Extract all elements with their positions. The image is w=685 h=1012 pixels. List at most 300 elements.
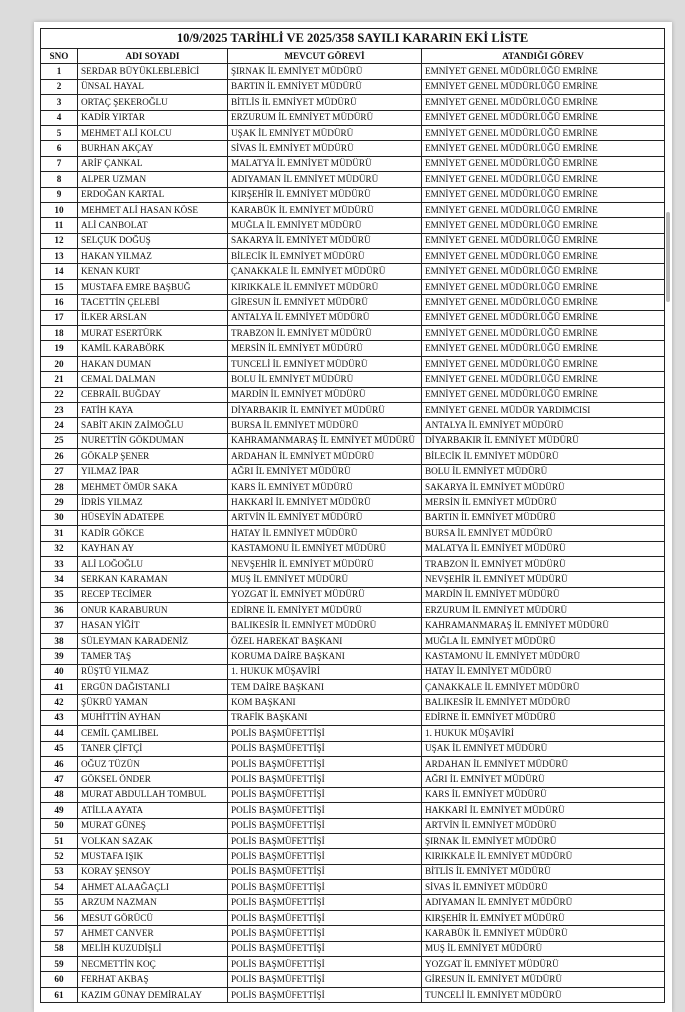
person-name: ONUR KARABURUN [78,603,228,618]
row-number: 16 [41,295,78,310]
assigned-role: UŞAK İL EMNİYET MÜDÜRÜ [422,741,665,756]
current-role: ARTVİN İL EMNİYET MÜDÜRÜ [228,510,422,525]
assigned-role: SAKARYA İL EMNİYET MÜDÜRÜ [422,479,665,494]
row-number: 7 [41,156,78,171]
table-row [41,141,665,156]
row-number: 19 [41,341,78,356]
assigned-role: KARS İL EMNİYET MÜDÜRÜ [422,787,665,802]
table-row [41,79,665,94]
title-row [41,29,665,49]
current-role: MERSİN İL EMNİYET MÜDÜRÜ [228,341,422,356]
row-number: 26 [41,449,78,464]
current-role: ŞIRNAK İL EMNİYET MÜDÜRÜ [228,64,422,79]
row-number: 43 [41,710,78,725]
row-number: 23 [41,402,78,417]
assigned-role: BİLECİK İL EMNİYET MÜDÜRÜ [422,449,665,464]
assigned-role: EMNİYET GENEL MÜDÜRLÜĞÜ EMRİNE [422,187,665,202]
table-row [41,310,665,325]
person-name: KENAN KURT [78,264,228,279]
person-name: SERDAR BÜYÜKLEBLEBİCİ [78,64,228,79]
header-name: ADI SOYADI [78,49,228,64]
person-name: SÜLEYMAN KARADENİZ [78,633,228,648]
current-role: POLİS BAŞMÜFETTİŞİ [228,726,422,741]
assigned-role: BİTLİS İL EMNİYET MÜDÜRÜ [422,864,665,879]
person-name: SELÇUK DOĞUŞ [78,233,228,248]
table-row [41,187,665,202]
assigned-role: ŞIRNAK İL EMNİYET MÜDÜRÜ [422,833,665,848]
current-role: MARDİN İL EMNİYET MÜDÜRÜ [228,387,422,402]
table-row [41,464,665,479]
person-name: MEHMET ÖMÜR SAKA [78,479,228,494]
table-row [41,279,665,294]
current-role: POLİS BAŞMÜFETTİŞİ [228,833,422,848]
row-number: 10 [41,202,78,217]
assigned-role: ANTALYA İL EMNİYET MÜDÜRÜ [422,418,665,433]
row-number: 35 [41,587,78,602]
assigned-role: EMNİYET GENEL MÜDÜRLÜĞÜ EMRİNE [422,249,665,264]
assigned-role: BALIKESİR İL EMNİYET MÜDÜRÜ [422,695,665,710]
current-role: NEVŞEHİR İL EMNİYET MÜDÜRÜ [228,556,422,571]
assigned-role: MARDİN İL EMNİYET MÜDÜRÜ [422,587,665,602]
assigned-role: EMNİYET GENEL MÜDÜRLÜĞÜ EMRİNE [422,202,665,217]
row-number: 28 [41,479,78,494]
current-role: POLİS BAŞMÜFETTİŞİ [228,972,422,987]
row-number: 57 [41,926,78,941]
row-number: 33 [41,556,78,571]
table-row [41,341,665,356]
table-row [41,172,665,187]
current-role: BİTLİS İL EMNİYET MÜDÜRÜ [228,95,422,110]
row-number: 18 [41,326,78,341]
assigned-role: ÇANAKKALE İL EMNİYET MÜDÜRÜ [422,680,665,695]
person-name: ERGÜN DAĞISTANLI [78,680,228,695]
document-title: 10/9/2025 TARİHLİ VE 2025/358 SAYILI KARARIN EKİ LİSTE [41,29,665,49]
row-number: 17 [41,310,78,325]
row-number: 2 [41,79,78,94]
current-role: 1. HUKUK MÜŞAVİRİ [228,664,422,679]
header-assigned-role: ATANDIĞI GÖREV [422,49,665,64]
row-number: 25 [41,433,78,448]
table-row [41,941,665,956]
row-number: 9 [41,187,78,202]
assigned-role: EMNİYET GENEL MÜDÜRLÜĞÜ EMRİNE [422,279,665,294]
row-number: 1 [41,64,78,79]
current-role: ERZURUM İL EMNİYET MÜDÜRÜ [228,110,422,125]
person-name: OĞUZ TÜZÜN [78,756,228,771]
person-name: ERDOĞAN KARTAL [78,187,228,202]
current-role: HATAY İL EMNİYET MÜDÜRÜ [228,526,422,541]
person-name: ALPER UZMAN [78,172,228,187]
table-row [41,156,665,171]
table-row [41,402,665,417]
current-role: ÇANAKKALE İL EMNİYET MÜDÜRÜ [228,264,422,279]
person-name: MUSTAFA IŞIK [78,849,228,864]
table-row [41,233,665,248]
assigned-role: EMNİYET GENEL MÜDÜRLÜĞÜ EMRİNE [422,156,665,171]
table-row [41,910,665,925]
assigned-role: KIRŞEHİR İL EMNİYET MÜDÜRÜ [422,910,665,925]
assigned-role: EMNİYET GENEL MÜDÜRLÜĞÜ EMRİNE [422,95,665,110]
assigned-role: KIRIKKALE İL EMNİYET MÜDÜRÜ [422,849,665,864]
assigned-role: MALATYA İL EMNİYET MÜDÜRÜ [422,541,665,556]
table-row [41,680,665,695]
person-name: CEBRAİL BUĞDAY [78,387,228,402]
person-name: NECMETTİN KOÇ [78,957,228,972]
appointment-table [40,28,665,1003]
table-row [41,649,665,664]
current-role: TRAFİK BAŞKANI [228,710,422,725]
table-row [41,264,665,279]
row-number: 6 [41,141,78,156]
person-name: ORTAÇ ŞEKEROĞLU [78,95,228,110]
person-name: NURETTİN GÖKDUMAN [78,433,228,448]
table-row [41,295,665,310]
person-name: KADİR GÖKCE [78,526,228,541]
row-number: 42 [41,695,78,710]
current-role: POLİS BAŞMÜFETTİŞİ [228,772,422,787]
current-role: SİVAS İL EMNİYET MÜDÜRÜ [228,141,422,156]
row-number: 51 [41,833,78,848]
table-row [41,387,665,402]
row-number: 48 [41,787,78,802]
table-row [41,603,665,618]
assigned-role: EDİRNE İL EMNİYET MÜDÜRÜ [422,710,665,725]
row-number: 21 [41,372,78,387]
person-name: FERHAT AKBAŞ [78,972,228,987]
assigned-role: BARTIN İL EMNİYET MÜDÜRÜ [422,510,665,525]
current-role: POLİS BAŞMÜFETTİŞİ [228,987,422,1002]
table-row [41,772,665,787]
assigned-role: EMNİYET GENEL MÜDÜRLÜĞÜ EMRİNE [422,218,665,233]
assigned-role: YOZGAT İL EMNİYET MÜDÜRÜ [422,957,665,972]
table-row [41,495,665,510]
row-number: 52 [41,849,78,864]
table-row [41,726,665,741]
current-role: KOM BAŞKANI [228,695,422,710]
person-name: İDRİS YILMAZ [78,495,228,510]
assigned-role: GİRESUN İL EMNİYET MÜDÜRÜ [422,972,665,987]
row-number: 56 [41,910,78,925]
current-role: POLİS BAŞMÜFETTİŞİ [228,803,422,818]
table-row [41,326,665,341]
table-row [41,987,665,1002]
assigned-role: KARABÜK İL EMNİYET MÜDÜRÜ [422,926,665,941]
row-number: 44 [41,726,78,741]
assigned-role: MERSİN İL EMNİYET MÜDÜRÜ [422,495,665,510]
current-role: BOLU İL EMNİYET MÜDÜRÜ [228,372,422,387]
current-role: POLİS BAŞMÜFETTİŞİ [228,895,422,910]
table-row [41,618,665,633]
assigned-role: EMNİYET GENEL MÜDÜRLÜĞÜ EMRİNE [422,172,665,187]
table-row [41,957,665,972]
person-name: MEHMET ALİ KOLCU [78,125,228,140]
current-role: POLİS BAŞMÜFETTİŞİ [228,756,422,771]
assigned-role: TRABZON İL EMNİYET MÜDÜRÜ [422,556,665,571]
current-role: KARABÜK İL EMNİYET MÜDÜRÜ [228,202,422,217]
table-row [41,972,665,987]
assigned-role: ARDAHAN İL EMNİYET MÜDÜRÜ [422,756,665,771]
row-number: 5 [41,125,78,140]
person-name: TACETTİN ÇELEBİ [78,295,228,310]
table-row [41,895,665,910]
header-sno: SNO [41,49,78,64]
person-name: FATİH KAYA [78,402,228,417]
row-number: 31 [41,526,78,541]
assigned-role: EMNİYET GENEL MÜDÜRLÜĞÜ EMRİNE [422,125,665,140]
row-number: 29 [41,495,78,510]
person-name: ALİ LOĞOĞLU [78,556,228,571]
table-row [41,664,665,679]
person-name: TANER ÇİFTÇİ [78,741,228,756]
person-name: MUHİTTİN AYHAN [78,710,228,725]
row-number: 55 [41,895,78,910]
table-row [41,110,665,125]
person-name: İLKER ARSLAN [78,310,228,325]
current-role: POLİS BAŞMÜFETTİŞİ [228,849,422,864]
current-role: YOZGAT İL EMNİYET MÜDÜRÜ [228,587,422,602]
assigned-role: MUĞLA İL EMNİYET MÜDÜRÜ [422,633,665,648]
person-name: ARZUM NAZMAN [78,895,228,910]
document-page [34,22,672,1012]
row-number: 58 [41,941,78,956]
assigned-role: 1. HUKUK MÜŞAVİRİ [422,726,665,741]
person-name: TAMER TAŞ [78,649,228,664]
person-name: ÜNSAL HAYAL [78,79,228,94]
table-row [41,510,665,525]
row-number: 47 [41,772,78,787]
person-name: MURAT ABDULLAH TOMBUL [78,787,228,802]
table-row [41,95,665,110]
assigned-role: EMNİYET GENEL MÜDÜRLÜĞÜ EMRİNE [422,233,665,248]
person-name: ŞÜKRÜ YAMAN [78,695,228,710]
row-number: 46 [41,756,78,771]
assigned-role: KASTAMONU İL EMNİYET MÜDÜRÜ [422,649,665,664]
row-number: 8 [41,172,78,187]
row-number: 30 [41,510,78,525]
current-role: POLİS BAŞMÜFETTİŞİ [228,787,422,802]
assigned-role: ARTVİN İL EMNİYET MÜDÜRÜ [422,818,665,833]
table-row [41,418,665,433]
current-role: ADIYAMAN İL EMNİYET MÜDÜRÜ [228,172,422,187]
assigned-role: EMNİYET GENEL MÜDÜRLÜĞÜ EMRİNE [422,64,665,79]
current-role: TUNCELİ İL EMNİYET MÜDÜRÜ [228,356,422,371]
row-number: 20 [41,356,78,371]
current-role: ANTALYA İL EMNİYET MÜDÜRÜ [228,310,422,325]
person-name: MURAT ESERTÜRK [78,326,228,341]
table-row [41,449,665,464]
person-name: RECEP TECİMER [78,587,228,602]
row-number: 37 [41,618,78,633]
current-role: TRABZON İL EMNİYET MÜDÜRÜ [228,326,422,341]
person-name: MELİH KUZUDİŞLİ [78,941,228,956]
row-number: 14 [41,264,78,279]
assigned-role: DİYARBAKIR İL EMNİYET MÜDÜRÜ [422,433,665,448]
header-current-role: MEVCUT GÖREVİ [228,49,422,64]
current-role: POLİS BAŞMÜFETTİŞİ [228,818,422,833]
person-name: HÜSEYİN ADATEPE [78,510,228,525]
person-name: BURHAN AKÇAY [78,141,228,156]
current-role: ARDAHAN İL EMNİYET MÜDÜRÜ [228,449,422,464]
current-role: SAKARYA İL EMNİYET MÜDÜRÜ [228,233,422,248]
person-name: RÜŞTÜ YILMAZ [78,664,228,679]
current-role: BALIKESİR İL EMNİYET MÜDÜRÜ [228,618,422,633]
table-row [41,572,665,587]
table-row [41,433,665,448]
current-role: POLİS BAŞMÜFETTİŞİ [228,741,422,756]
current-role: KIRŞEHİR İL EMNİYET MÜDÜRÜ [228,187,422,202]
table-row [41,849,665,864]
assigned-role: HATAY İL EMNİYET MÜDÜRÜ [422,664,665,679]
table-row [41,64,665,79]
current-role: KASTAMONU İL EMNİYET MÜDÜRÜ [228,541,422,556]
table-row [41,880,665,895]
person-name: HAKAN YILMAZ [78,249,228,264]
row-number: 13 [41,249,78,264]
row-number: 36 [41,603,78,618]
current-role: KIRIKKALE İL EMNİYET MÜDÜRÜ [228,279,422,294]
row-number: 61 [41,987,78,1002]
person-name: KADİR YIRTAR [78,110,228,125]
assigned-role: SİVAS İL EMNİYET MÜDÜRÜ [422,880,665,895]
assigned-role: NEVŞEHİR İL EMNİYET MÜDÜRÜ [422,572,665,587]
assigned-role: EMNİYET GENEL MÜDÜRLÜĞÜ EMRİNE [422,79,665,94]
row-number: 50 [41,818,78,833]
current-role: POLİS BAŞMÜFETTİŞİ [228,880,422,895]
person-name: MEHMET ALİ HASAN KÖSE [78,202,228,217]
row-number: 53 [41,864,78,879]
table-row [41,833,665,848]
row-number: 59 [41,957,78,972]
table-row [41,710,665,725]
table-row [41,249,665,264]
row-number: 60 [41,972,78,987]
table-row [41,633,665,648]
table-row [41,125,665,140]
current-role: BARTIN İL EMNİYET MÜDÜRÜ [228,79,422,94]
header-row [41,49,665,64]
assigned-role: EMNİYET GENEL MÜDÜRLÜĞÜ EMRİNE [422,372,665,387]
table-row [41,741,665,756]
current-role: AĞRI İL EMNİYET MÜDÜRÜ [228,464,422,479]
assigned-role: ADIYAMAN İL EMNİYET MÜDÜRÜ [422,895,665,910]
person-name: KAZIM GÜNAY DEMİRALAY [78,987,228,1002]
current-role: POLİS BAŞMÜFETTİŞİ [228,926,422,941]
person-name: KORAY ŞENSOY [78,864,228,879]
current-role: BİLECİK İL EMNİYET MÜDÜRÜ [228,249,422,264]
assigned-role: ERZURUM İL EMNİYET MÜDÜRÜ [422,603,665,618]
row-number: 45 [41,741,78,756]
current-role: MUĞLA İL EMNİYET MÜDÜRÜ [228,218,422,233]
row-number: 12 [41,233,78,248]
row-number: 4 [41,110,78,125]
current-role: BURSA İL EMNİYET MÜDÜRÜ [228,418,422,433]
scrollbar-thumb[interactable] [666,212,670,302]
assigned-role: EMNİYET GENEL MÜDÜRLÜĞÜ EMRİNE [422,110,665,125]
person-name: MUSTAFA EMRE BAŞBUĞ [78,279,228,294]
person-name: KAYHAN AY [78,541,228,556]
table-row [41,587,665,602]
assigned-role: BURSA İL EMNİYET MÜDÜRÜ [422,526,665,541]
row-number: 39 [41,649,78,664]
table-body [41,64,665,1003]
row-number: 15 [41,279,78,294]
person-name: AHMET ALAAĞAÇLI [78,880,228,895]
person-name: ATİLLA AYATA [78,803,228,818]
current-role: TEM DAİRE BAŞKANI [228,680,422,695]
current-role: UŞAK İL EMNİYET MÜDÜRÜ [228,125,422,140]
person-name: AHMET CANVER [78,926,228,941]
row-number: 40 [41,664,78,679]
person-name: HAKAN DUMAN [78,356,228,371]
current-role: HAKKARİ İL EMNİYET MÜDÜRÜ [228,495,422,510]
person-name: CEMİL ÇAMLIBEL [78,726,228,741]
assigned-role: BOLU İL EMNİYET MÜDÜRÜ [422,464,665,479]
assigned-role: TUNCELİ İL EMNİYET MÜDÜRÜ [422,987,665,1002]
table-row [41,541,665,556]
assigned-role: EMNİYET GENEL MÜDÜRLÜĞÜ EMRİNE [422,387,665,402]
table-row [41,556,665,571]
current-role: EDİRNE İL EMNİYET MÜDÜRÜ [228,603,422,618]
current-role: POLİS BAŞMÜFETTİŞİ [228,864,422,879]
person-name: MURAT GÜNEŞ [78,818,228,833]
assigned-role: EMNİYET GENEL MÜDÜRLÜĞÜ EMRİNE [422,341,665,356]
row-number: 11 [41,218,78,233]
assigned-role: EMNİYET GENEL MÜDÜRLÜĞÜ EMRİNE [422,264,665,279]
current-role: KAHRAMANMARAŞ İL EMNİYET MÜDÜRÜ [228,433,422,448]
row-number: 22 [41,387,78,402]
row-number: 24 [41,418,78,433]
table-row [41,202,665,217]
current-role: POLİS BAŞMÜFETTİŞİ [228,957,422,972]
table-row [41,756,665,771]
row-number: 54 [41,880,78,895]
person-name: YILMAZ İPAR [78,464,228,479]
table-row [41,695,665,710]
current-role: POLİS BAŞMÜFETTİŞİ [228,910,422,925]
person-name: VOLKAN SAZAK [78,833,228,848]
current-role: MALATYA İL EMNİYET MÜDÜRÜ [228,156,422,171]
row-number: 32 [41,541,78,556]
person-name: HASAN YİĞİT [78,618,228,633]
person-name: KAMİL KARABÖRK [78,341,228,356]
current-role: MUŞ İL EMNİYET MÜDÜRÜ [228,572,422,587]
assigned-role: AĞRI İL EMNİYET MÜDÜRÜ [422,772,665,787]
row-number: 27 [41,464,78,479]
assigned-role: MUŞ İL EMNİYET MÜDÜRÜ [422,941,665,956]
current-role: ÖZEL HAREKAT BAŞKANI [228,633,422,648]
person-name: MESUT GÖRÜCÜ [78,910,228,925]
current-role: POLİS BAŞMÜFETTİŞİ [228,941,422,956]
table-row [41,926,665,941]
row-number: 38 [41,633,78,648]
row-number: 34 [41,572,78,587]
table-row [41,818,665,833]
row-number: 3 [41,95,78,110]
person-name: CEMAL DALMAN [78,372,228,387]
assigned-role: EMNİYET GENEL MÜDÜRLÜĞÜ EMRİNE [422,326,665,341]
person-name: ARİF ÇANKAL [78,156,228,171]
current-role: DİYARBAKIR İL EMNİYET MÜDÜRÜ [228,402,422,417]
person-name: SERKAN KARAMAN [78,572,228,587]
current-role: KARS İL EMNİYET MÜDÜRÜ [228,479,422,494]
table-row [41,218,665,233]
table-row [41,526,665,541]
assigned-role: KAHRAMANMARAŞ İL EMNİYET MÜDÜRÜ [422,618,665,633]
table-row [41,787,665,802]
person-name: GÖKSEL ÖNDER [78,772,228,787]
assigned-role: EMNİYET GENEL MÜDÜR YARDIMCISI [422,402,665,417]
person-name: GÖKALP ŞENER [78,449,228,464]
